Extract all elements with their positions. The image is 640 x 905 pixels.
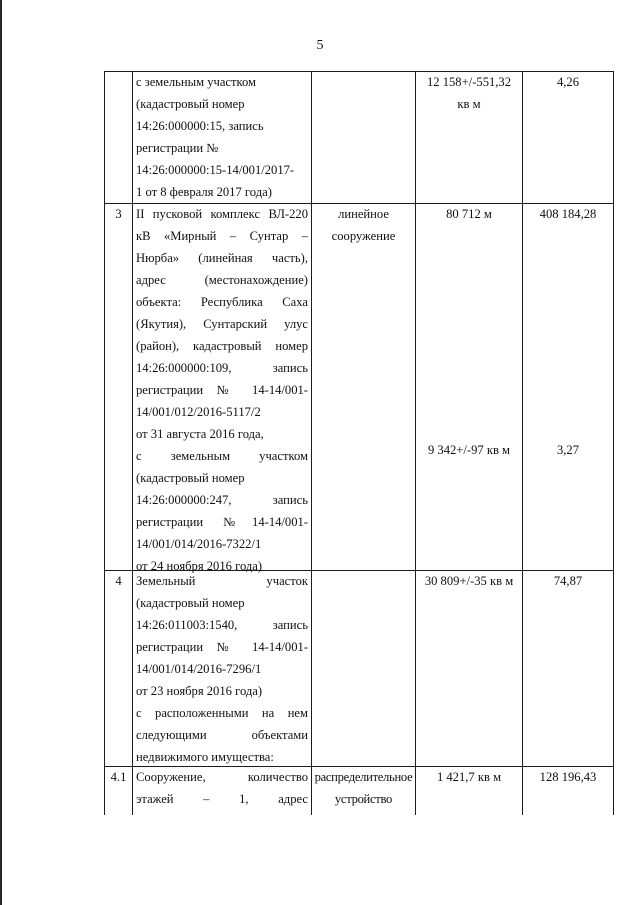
purpose-line: сооружение [331, 229, 396, 243]
row-description [136, 570, 308, 768]
description-line: регистрации № 14-14/001- [136, 383, 308, 397]
area-value: 80 712 м [446, 207, 492, 221]
description-line: 14/001/012/2016-5117/2 [136, 405, 261, 419]
description-line: 14:26:000000:15-14/001/2017- [136, 163, 295, 177]
purpose-line: устройство [334, 792, 393, 806]
description-line: Сооружение, количество [136, 770, 308, 784]
description-line: регистрации №14-14/001- [136, 515, 308, 529]
description-line: кВ «Мирный – Сунтар – [136, 229, 308, 243]
description-line: II пусковой комплекс ВЛ-220 [136, 207, 308, 221]
description-line: 14:26:000000:15, запись [136, 119, 264, 133]
description-line: 14/001/014/2016-7296/1 [136, 662, 262, 676]
row-value [523, 570, 613, 592]
area-value: 30 809+/-35 кв м [424, 574, 514, 588]
table-border-right [613, 71, 614, 815]
description-line: 14:26:000000:109, запись [136, 361, 308, 375]
description-line: регистрации № [136, 141, 219, 155]
purpose-line: распределительное [314, 770, 413, 784]
area-unit: кв м [457, 97, 481, 111]
area-value: 1 421,7 кв м [436, 770, 502, 784]
row-area-land: 9 342+/-97 кв м [427, 443, 511, 457]
row-number: 4 [115, 574, 122, 588]
description-line: этажей – 1, адрес [136, 792, 308, 806]
row-purpose [312, 766, 415, 810]
page-number: 5 [316, 38, 324, 53]
description-line: следующими объектами [136, 728, 308, 742]
row-number: 3 [115, 207, 122, 221]
value-amount: 408 184,28 [539, 207, 597, 221]
row-value [523, 71, 613, 93]
value-amount: 128 196,43 [539, 770, 597, 784]
value-amount: 4,26 [556, 75, 580, 89]
row-number: 4.1 [110, 770, 127, 784]
row-value [523, 203, 613, 225]
description-line: Нюрба» (линейная часть), [136, 251, 308, 265]
description-line: (кадастровый номер [136, 596, 245, 610]
area-value: 12 158+/-551,32 [426, 75, 512, 89]
row-description [136, 766, 308, 810]
row-area [416, 203, 522, 225]
description-line: с расположенными на нем [136, 706, 308, 720]
row-area [416, 570, 522, 592]
description-line: объекта: Республика Саха [136, 295, 308, 309]
description-line: 1 от 8 февраля 2017 года) [136, 185, 272, 199]
description-line: недвижимого имущества: [136, 750, 274, 764]
table-divider [311, 71, 312, 815]
description-line: регистрации № 14-14/001- [136, 640, 308, 654]
description-line: (район), кадастровый номер [136, 339, 308, 353]
purpose-line: линейное [338, 207, 389, 221]
scan-edge [0, 0, 2, 905]
row-description [136, 71, 308, 203]
description-line: 14/001/014/2016-7322/1 [136, 537, 262, 551]
description-line: (Якутия), Сунтарский улус [136, 317, 308, 331]
description-line: (кадастровый номер [136, 471, 245, 485]
row-purpose [312, 203, 415, 247]
description-line: 14:26:011003:1540, запись [136, 618, 308, 632]
row-area [416, 71, 522, 115]
description-line: от 31 августа 2016 года, [136, 427, 264, 441]
description-line: Земельный участок [136, 574, 308, 588]
table-divider [132, 71, 133, 815]
row-value [523, 766, 613, 788]
description-line: (кадастровый номер [136, 97, 245, 111]
row-area [416, 766, 522, 788]
description-line: с земельным участком [136, 449, 308, 463]
value-amount: 74,87 [553, 574, 583, 588]
description-line: 14:26:000000:247, запись [136, 493, 308, 507]
description-line: с земельным участком [136, 75, 257, 89]
description-line: от 24 ноября 2016 года) [136, 559, 263, 573]
description-line: от 23 ноября 2016 года) [136, 684, 263, 698]
table-border-left [104, 71, 105, 815]
row-value-land: 3,27 [556, 443, 580, 457]
description-line: адрес (местонахождение) [136, 273, 308, 287]
row-description [136, 203, 308, 577]
